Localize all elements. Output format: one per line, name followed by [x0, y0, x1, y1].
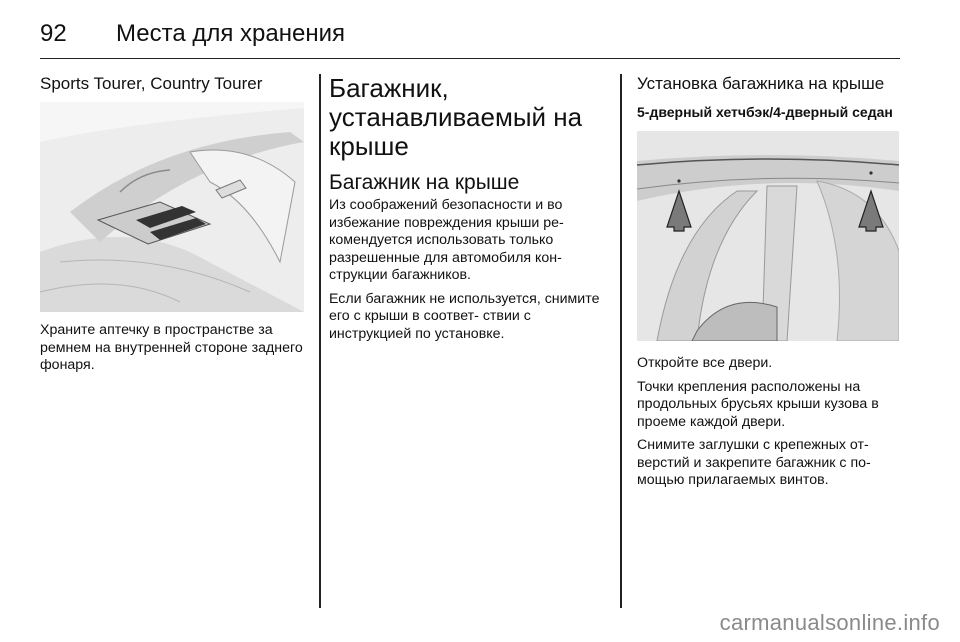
section-subheading: 5-дверный хетчбэк/4-дверный седан [637, 104, 893, 120]
section-heading: Установка багажника на крыше [637, 74, 885, 93]
column-divider [620, 74, 622, 608]
page-title: Места для хранения [116, 20, 345, 47]
section-heading: Sports Tourer, Country Tourer [40, 74, 263, 93]
paragraph: Если багажник не используется, снимите его с крыши в соответ- ствии с инструкцией по установке. [329, 290, 600, 342]
paragraph: Снимите заглушки с крепежных от- верстий и закрепите багажник с по- мощью прилагаемых винтов. [637, 437, 871, 488]
paragraph: Откройте все двери. [637, 355, 773, 371]
paragraph: Из соображений безопасности и во избежание повреждения крыши ре- комендуется использовать только разрешенные для автомобиля кон- струкции багажников. [329, 197, 564, 283]
first-aid-storage-illustration [40, 102, 304, 312]
column-left [40, 74, 304, 381]
column-divider [319, 74, 321, 608]
roof-rack-mounting-illustration [637, 131, 899, 341]
section-heading-sub: Багажник на крыше [329, 171, 520, 194]
paragraph: Точки крепления расположены на продольных брусьях крыши кузова в проеме каждой двери. [637, 378, 879, 430]
column-right [637, 74, 905, 496]
watermark: carmanualsonline.info [719, 610, 940, 635]
page-header [40, 14, 900, 59]
caption-text: Храните аптечку в пространстве за ремнем на внутренней стороне заднего фонаря. [40, 322, 303, 373]
section-heading-main: Багажник, устанавливаемый на крыше [329, 73, 583, 161]
column-middle [329, 74, 605, 349]
page-number: 92 [40, 20, 67, 47]
